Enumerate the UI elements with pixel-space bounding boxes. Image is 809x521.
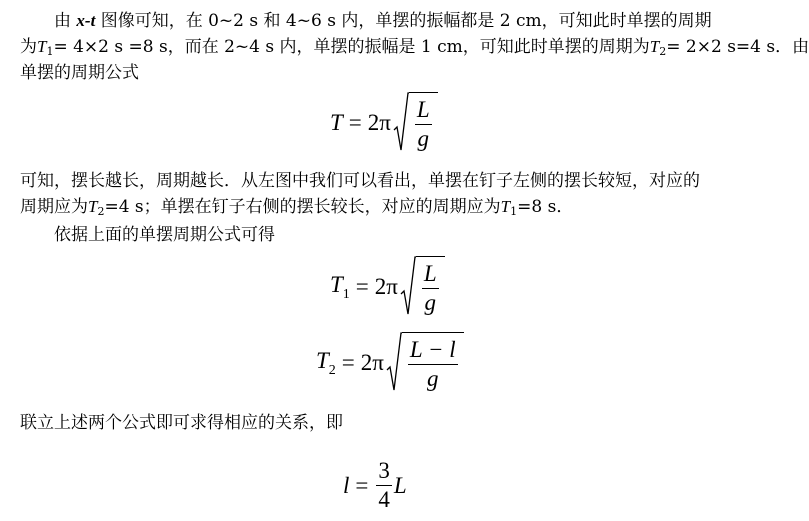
var-xt: x-t [76, 11, 96, 30]
fraction [376, 458, 392, 513]
sqrt-body [409, 92, 438, 154]
lhs-subscript: 2 [328, 362, 336, 378]
subscript: 1 [46, 45, 54, 58]
formula-eq: = [348, 110, 362, 135]
subscript: 2 [97, 205, 105, 218]
para1-line1 [54, 6, 712, 31]
var-T: T [88, 197, 98, 216]
var-T: T [649, 37, 660, 56]
denominator: g [417, 126, 430, 151]
para3-line: 依据上面的单摆周期公式可得 [54, 225, 275, 245]
denominator: g [427, 366, 439, 391]
denominator: g [424, 290, 437, 315]
formula-eq: = [355, 472, 369, 498]
denominator: 4 [378, 487, 390, 512]
fraction [408, 337, 458, 392]
formula-lhs [316, 348, 336, 379]
formula-period [330, 92, 438, 154]
para2-line2 [20, 192, 573, 218]
numerator: 3 [378, 458, 390, 483]
formula-lhs [330, 272, 350, 303]
formula-t1 [330, 256, 445, 318]
fraction [415, 97, 432, 152]
formula-eq: = [341, 350, 355, 375]
var-T: T [37, 37, 47, 56]
numerator: L [423, 261, 437, 286]
lhs-var: T [330, 271, 343, 297]
formula-lhs: T [330, 110, 343, 135]
radical-sign [400, 256, 416, 318]
sqrt-body [402, 332, 464, 394]
numerator: L [416, 97, 430, 122]
sqrt-body [416, 256, 445, 318]
radical-sign [393, 92, 409, 154]
formula-rhs: L [393, 472, 407, 498]
var-T: T [500, 197, 511, 216]
formula-eq: = [355, 274, 369, 299]
lhs-subscript: 1 [342, 286, 350, 302]
lhs-var: T [316, 347, 329, 373]
fraction [422, 261, 439, 316]
text: = 2×2 s=4 s．由 [666, 37, 809, 57]
para4-line: 联立上述两个公式即可求得相应的关系，即 [20, 413, 343, 433]
subscript: 2 [659, 45, 667, 58]
text: 周期应为 [20, 197, 88, 217]
radical-sign [386, 332, 402, 394]
subscript: 1 [510, 205, 518, 218]
text: 由 [54, 11, 71, 31]
text: 图像可知，在 0~2 s 和 4~6 s 内，单摆的振幅都是 2 cm，可知此时单摆的周期 [100, 11, 712, 31]
para2-line1: 可知，摆长越长，周期越长．从左图中我们可以看出，单摆在钉子左侧的摆长较短，对应的 [20, 171, 700, 191]
formula-t2 [316, 332, 464, 394]
formula-result [343, 458, 407, 513]
para1-line3: 单摆的周期公式 [20, 63, 139, 83]
numerator: L − l [409, 337, 456, 362]
text: =4 s；单摆在钉子右侧的摆长较长，对应的周期应为 [104, 197, 501, 217]
formula-coef: 2π [367, 110, 391, 135]
formula-lhs: l [343, 472, 350, 498]
text: =8 s． [517, 197, 574, 217]
sqrt [400, 256, 445, 318]
text: 为 [20, 37, 37, 57]
sqrt [393, 92, 438, 154]
formula-coef: 2π [374, 274, 398, 299]
para1-line2 [20, 32, 809, 58]
sqrt [386, 332, 464, 394]
text: = 4×2 s =8 s，而在 2~4 s 内，单摆的振幅是 1 cm，可知此时单摆的周期为 [53, 37, 650, 57]
formula-coef: 2π [360, 350, 384, 375]
